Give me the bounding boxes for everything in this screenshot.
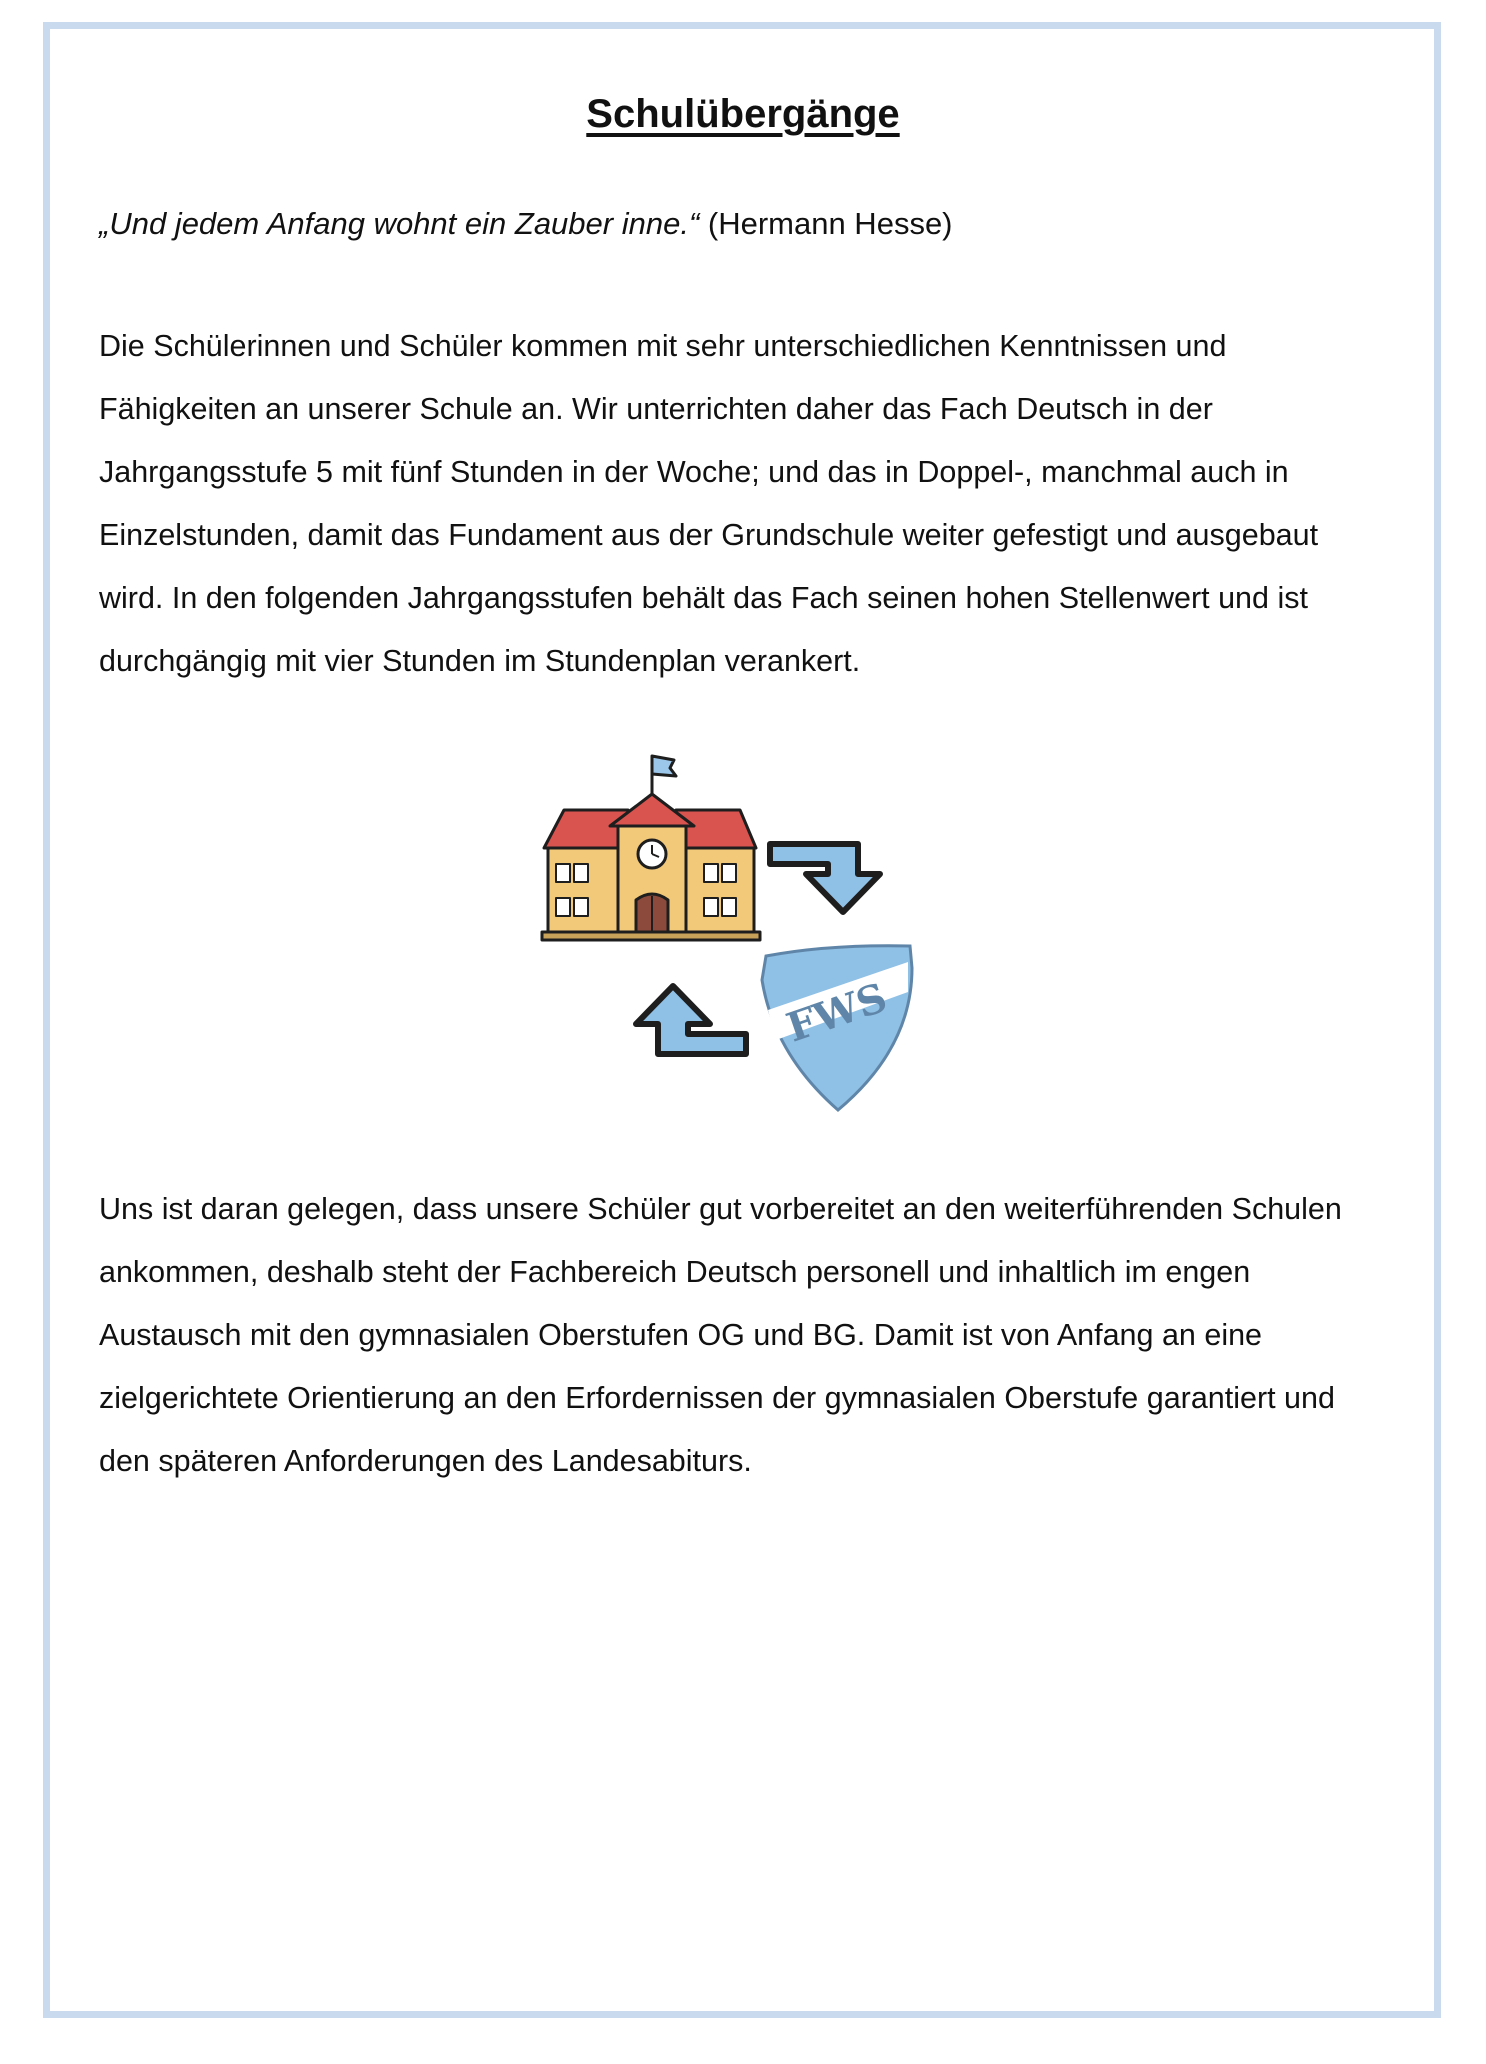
paragraph-line: durchgängig mit vier Stunden im Stundenplan verankert. xyxy=(99,644,861,678)
paragraph-line: den späteren Anforderungen des Landesabiturs. xyxy=(99,1444,752,1478)
paragraph-line: ankommen, deshalb steht der Fachbereich Deutsch personell und inhaltlich im engen xyxy=(99,1255,1251,1289)
quote xyxy=(99,206,953,242)
fws-shield-logo xyxy=(762,946,912,1110)
page-title: Schulübergänge xyxy=(586,92,900,136)
paragraph-line: zielgerichtete Orientierung an den Erfordernissen der gymnasialen Oberstufe garantiert und xyxy=(99,1381,1335,1415)
paragraph-line: Fähigkeiten an unserer Schule an. Wir unterrichten daher das Fach Deutsch in der xyxy=(99,392,1213,426)
paragraph-line: wird. In den folgenden Jahrgangsstufen behält das Fach seinen hohen Stellenwert und ist xyxy=(99,581,1308,615)
quote-author: (Hermann Hesse) xyxy=(699,206,953,241)
paragraph-line: Jahrgangsstufe 5 mit fünf Stunden in der Woche; und das in Doppel-, manchmal auch in xyxy=(99,455,1289,489)
paragraph-line: Die Schülerinnen und Schüler kommen mit sehr unterschiedlichen Kenntnissen und xyxy=(99,329,1227,363)
arrow-down-right-icon xyxy=(770,844,880,912)
paragraph-intro xyxy=(99,315,1399,693)
paragraph-line: Einzelstunden, damit das Fundament aus der Grundschule weiter gefestigt und ausgebaut xyxy=(99,518,1319,552)
quote-text: „Und jedem Anfang wohnt ein Zauber inne.“ xyxy=(99,206,700,241)
arrow-up-left-icon xyxy=(636,986,746,1054)
shield-text: FWS xyxy=(780,973,893,1052)
illustration-graphic xyxy=(540,748,920,1120)
paragraph-line: Uns ist daran gelegen, dass unsere Schüler gut vorbereitet an den weiterführenden Schulen xyxy=(99,1192,1342,1226)
school-building-icon xyxy=(542,756,760,940)
school-transition-illustration xyxy=(540,748,920,1120)
paragraph-line: Austausch mit den gymnasialen Oberstufen OG und BG. Damit ist von Anfang an eine xyxy=(99,1318,1263,1352)
paragraph-transition xyxy=(99,1178,1399,1493)
